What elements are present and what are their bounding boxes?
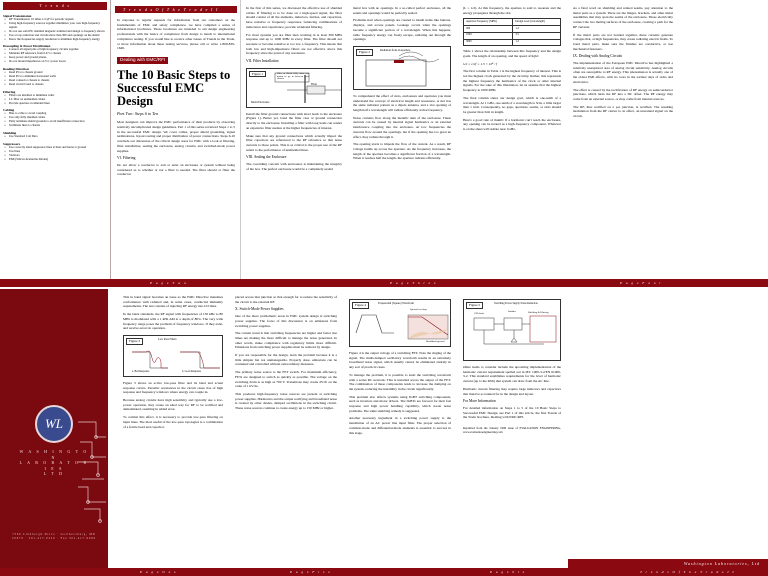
figure-caption: Filter in Shield Wall, show you mount to go in between each chassis [277, 71, 309, 81]
figure-waveform [349, 299, 451, 347]
figure-tag: Figure 5 [466, 302, 483, 309]
paragraph: Here's a good rule of thumb: If a harmonic can't reach the enclosure, any opening can be treated as a high-frequency component. Whatever is on the sheet will radiate near 1GHz. [463, 117, 561, 132]
checklist-item: □ Read PCs to minimize horizontal walls [3, 75, 107, 79]
figure-caption: Low Pass Filters [158, 337, 177, 341]
column-smps [230, 289, 342, 576]
paragraph: (L = λ/2). At this frequency, the aperture is said to resonate and the energy propagates through the slot. [463, 6, 561, 15]
back-cover-panel [0, 289, 108, 576]
checklist-item: □ EMI (Silicon Avalanche Diodes) [3, 158, 107, 162]
top-footer [0, 279, 768, 287]
paragraph: For most systems you are filter then working in at least 300 MHz response and up to 1000 MHz in every filter. The filter should not resonate or become resistive at too low a frequency. This means that both low and high-impedance filters are not effective above this frequency since the point of any resonance. [246, 32, 342, 56]
paragraph: In the first of this series, we discussed the effective use of shielded cables. If filtering is to be done on a high-speed signal, the filter should consist of all the elements, inductors, ferrites, and capacitors, have resistive or frequency responses, balancing combinations of inductance and capacitance, provide wideband filtering. [246, 6, 342, 29]
figure-label: Snubber [508, 310, 516, 313]
enclosure-label: Metal Enclosure [251, 100, 270, 104]
checklist-item: □ Use Standard Coil Data [3, 135, 107, 139]
figure-label: Broadband spectral [426, 340, 445, 343]
section-heading: For More Information [463, 399, 496, 404]
formula: λ/2 = c/2f = 1.5 × 10⁸ / f [463, 61, 497, 66]
table-cell: 3.5 [513, 32, 561, 39]
figure-tag: Figure 1 [249, 71, 266, 78]
paragraph: Harmonic current filtering may require large inductors and capacitors that must be accounted for in the design and layout. [463, 386, 561, 396]
bottom-footer [0, 568, 768, 576]
checklist-item: □ Read PCs to chassis ground [3, 71, 107, 75]
figure-caption: Trapezoidal (Square) Waveform [378, 302, 414, 305]
paragraph: The final column states our design goal, which is one-tenth of a wavelength. At 1 GHz, one-tenth of a wavelength is 3cm, a little larger than 1 inch. Consequently, no gaps, apertures, seams, or slots should be greater than 3cm in length. [463, 95, 561, 114]
checklist-heading: Shielding [3, 131, 17, 136]
aperture-diagram [354, 50, 454, 90]
paragraph: If you are responsible for the design, learn the problem because it is a little simpler but not unmanageable. Properly done, emissions can be contained and controlled without extraordinary measures. [235, 353, 337, 367]
checklist-item: □ Read circuit board to chassis [3, 83, 107, 87]
figure-caption: Switching Power Supply Noise Reduction [494, 302, 538, 305]
figure-tag: Figure 2 [356, 49, 373, 56]
checklist-heading: Decoupling & Power Distribution [3, 44, 51, 49]
checklist-item: □ Provide aperture on shielded lines [3, 102, 107, 106]
checklist-item: □ Bias to cable to avoid coupling [3, 112, 107, 116]
page-number: P a g e S i x [490, 570, 526, 574]
column-analog [568, 0, 678, 287]
checklist-item: □ Know the frequencies supply resolution to minimize high-frequency energy [3, 38, 107, 42]
paragraph: To combat this effect, it is necessary to provide low-pass filtering on input lines. The most useful of the low-pass topologies is a combination of a ferrite bead and capacitor. [123, 415, 223, 429]
paragraph: Other items to consider include the upcoming implementation of the harmonic current requirement spelled out in IEC 1000-3-2/EN 61000-3-2. This standard establishes requirements for the level of harmonic current (up to the 40th) that system can draw from the AC line. [463, 365, 561, 384]
trends-checklist [3, 14, 107, 162]
intro-paragraph: In response to regular requests for information from our customers on the fundamentals of EMC and safety compliance, we have compiled a series of informational brochures. These brochures are intended to aid design engineering professionals with the basics of compliance from design to bench to international compliance testing. If you would like to receive other issues of Trends in the Trade, or more information about these testing services, please call or write 1-800-839-1649. [117, 18, 235, 51]
figure-tag: Figure 4 [352, 302, 369, 309]
checklist-item: □ Use a loop reduction and circuits more than 300 and openings on the shield [3, 34, 107, 38]
brand-bar: Washington Laboratories, Ltd [568, 559, 768, 568]
figure-tag: Figure 3 [126, 338, 143, 345]
sidebar-title: T r e n d s [3, 2, 107, 10]
section-body: Do not allow a conductor to exit or enter an enclosure or system without being considered as to whether or not a filter is needed. The filter should or filter the conductor. [117, 162, 235, 177]
series-header: T r e n d s O f T h e T r a d e I I [115, 6, 237, 13]
checklist-item: □ RF Transmission: 10 times 1/2 pF for periodic signals [3, 18, 107, 22]
company-line: W A S H I N G T O N [19, 449, 89, 460]
article-subtitle: Part Two: Steps 6 to Ten [117, 110, 159, 116]
page-number: P a g e F i v e [290, 570, 332, 574]
checklist-heading: Reading Direction [3, 67, 29, 72]
paragraph: Problems start when openings are created to install items like buttons, displays, and access panels. Leakage occurs when the openings become a significant portion of a wavelength. When this happens, radio frequency energy can freely escape, radiating out through the openings. [353, 18, 451, 42]
checklist-heading: Signal Transmission [3, 14, 32, 18]
checklist-item: □ Use lines [3, 150, 107, 154]
filter-label: Filter [311, 82, 318, 86]
checklist-heading: Suppressors [3, 141, 21, 146]
paragraph: Make sure that any ground connections which actually impact the filter capacitors are referenced to the RF reference so that noise currents to those points. This is as critical to the proper use of the RF return to the performance of unshielded lines. [246, 133, 342, 152]
paragraph: The first column in Table 1 is the highest frequency of interest. This is not the highest clock generated by the circuitry. Rather, this represents the highest frequency the harmonics of the clock or other internal signals. For the sake of this illustration, let us assume that the highest frequency is 1000 MHz. [463, 69, 561, 93]
paragraph: For detailed information on Steps 1 to 5 of the 10 Basic Steps to Successful EMC Design, see Part 1 of this article, the first Trends of the Trade brochure, Dealing with EMC/RFI. [463, 405, 561, 420]
paragraph: The current trend is that switching frequencies are higher and faster rise times are making the more difficult to manage the noise generated. In other words, make compliance with regulatory limits more difficult. Emissions from switching power supplies must be reduced by design. [235, 331, 337, 350]
paragraph: Table 1 shows the relationship between this frequency and the design goals. The length of an opening, and the speed of light: [463, 49, 561, 58]
bottom-sheet [0, 289, 768, 576]
checklist-heading: Cabling [3, 108, 15, 113]
checklist-item: □ Varistors [3, 154, 107, 158]
table-cell: 300 [464, 26, 513, 33]
paragraph: The RF, thus rectified on a p-n junction, is rectified. The resulting modulation from the RF carrier is, in effect, an unwanted signal on the circuit. [573, 104, 673, 119]
checklist-item: □ Do not use solid EU shielded magnetic terminal and design to frequency shown [3, 30, 107, 34]
checklist-item: □ LC filter on unshielded cables [3, 98, 107, 102]
column-filters [241, 0, 347, 287]
paragraph: One of the more problematic areas in EMC system design is switching power supplies. The focus of this discussion is on emissions from switching power supplies. [235, 314, 337, 328]
checklist-item: □ Maintain RF reference from 0.47 to chassis [3, 52, 107, 56]
paragraph: metal box with no openings. In a so-called perfect enclosure, all the seams and openings would be perfectly sealed. [353, 6, 451, 15]
table-cell: 3000 [464, 39, 513, 46]
figure-filter-installation [246, 68, 342, 108]
circuit-pattern-icon [76, 417, 108, 527]
paragraph: Figure 4 is the output voltage of a switching FET. Note the ringing of the signal. The multi-damped oscillatory waveform results in an extremely broadband noise signal, which usually cannot be eliminated entirely in any sort of practical cases. [349, 351, 451, 370]
figure-label: b. Good Response [182, 369, 201, 373]
checklist-item: □ Do not mount impedances on Vcc power traces [3, 60, 107, 64]
article-title: The 10 Basic Steps to Successful EMC Design [117, 67, 231, 108]
paragraph: This produces high-frequency noise sources are present at switching power supplies. Harmonics and the output rectifying and broadband noise is created by other diodes, damped oscillations in the switching circuit. These noise sources continue to create energy up to 150 MHz or higher. [235, 391, 337, 411]
paragraph: Install the filter ground connections with short leads to the enclosure (Figure 1). Better yet, bond the filter case or ground connection directly to the enclosure. Installing a filter with long leads can render an expensive filter useless at the higher frequencies of interest. [246, 111, 342, 130]
checklist-item: □ Connect all signal pins of high frequency circuits together [3, 48, 107, 52]
paragraph: To comprehend the effect of slots, enclosures and apertures you must understand the concept of electrical length and resonance. A slot has the same radiation pattern as a dipole antenna, and a slot opening of length half a wavelength will radiate efficiently at that frequency. [353, 93, 451, 113]
column-analog-cont [118, 289, 228, 576]
trends-sidebar [0, 0, 111, 287]
company-logo: WL [35, 405, 73, 443]
paragraph: The overriding concern with enclosures is maintaining the integrity of the box. The perfect enclosure would be a completely sealed [246, 162, 342, 171]
topic-highlight: Dealing with EMC/RFI [117, 57, 168, 64]
paragraph: To manage the problem, it is possible to snub the switching waveform with a series RC network. This is installed across the output of the FET. The combination of these components tends to increase the damping on the system, reducing the instability in the circuit significantly. [349, 372, 451, 391]
table-header: Aperture Frequency (MHz) [464, 19, 513, 26]
table-1 [463, 18, 561, 46]
paragraph: Because analog circuits have high sensitivity and typically use a low-power operation, they create an ideal way for RF to be rectified and demodulated, resulting in added error. [123, 398, 223, 412]
paragraph: Figure 3 shows an active low-pass filter and its ideal and actual response curves. Parasitic resonances in the circuit cause rise of high response and frequency windows where energy can couple in. [123, 380, 223, 395]
page-number: P a g e F o u r [620, 281, 663, 285]
paragraph: If the metal parts are not bonded together, these currents generate voltages that, at high frequencies, may create radiating electric fields. To bond metal parts, make sure the finishes are conductive, or use mechanical fasteners. [573, 32, 673, 51]
paragraph: Another necessary ingredient in a switching power supply is the installation of an AC power line input filter. The proper selection of common-mode and differential-mode elements is essential to success in this stage. [349, 416, 451, 435]
figure-label: Shielding & Filtering [528, 311, 549, 314]
paragraph: The effect is caused by the rectification of RF energy on semiconductor junctions, which turns the RF into a DC offset. The RF energy may come from an external source, or may come from internal sources. [573, 87, 673, 101]
checklist-heading: Filtering [3, 89, 16, 94]
paragraph: The opening starts to impede the flow of the current. As a result, RF voltage builds up across the aperture. As the frequency increases, the length of the aperture becomes a significant fraction of a wavelength. When it reaches half the length, the aperture radiates efficiently. [353, 142, 451, 161]
column-intro [112, 0, 241, 287]
table-header: Design Goal (wavelength) [513, 19, 561, 26]
checklist-item: □ Using high-frequency sources together minimizes your own high-frequency signals [3, 22, 107, 30]
figure-power-supply [463, 299, 561, 361]
table-cell: 1.2 [513, 26, 561, 33]
checklist-item: □ Keep power and ground planes [3, 56, 107, 60]
checklist-item: □ Use only fully shielded cables [3, 116, 107, 120]
company-line: L T D [43, 471, 65, 477]
paragraph: The implementation of the European EMC Directive has highlighted a relatively unexplored area of analog circuit sensitivity. Analog circuits often are susceptible to RF energy. This phenomenon is actually one of the oldest EMI effects, with its roots in the earliest days of radio and electronics. [573, 61, 673, 84]
page-number: P a g e T h r e e [390, 281, 438, 285]
section-heading: VII. Filter Installation [246, 59, 279, 64]
top-sheet [0, 0, 768, 287]
table-cell: 1.2 [513, 39, 561, 46]
checklist-item: □ Use correctly sized suppressor lines at lines and burns to ground [3, 146, 107, 150]
paragraph: This problem also affects systems using IGBT switching components, such as inverters and motor drivers. The IGBTs are favored for their fast response and high power handling capability, which create noise problems. The same snubbing remedy is suggested. [349, 394, 451, 413]
page-number: P a g e O n e [140, 570, 178, 574]
checklist-item: □ Terminate lines to chassis [3, 124, 107, 128]
section-heading: VIII. Sealing the Enclosure [246, 155, 287, 160]
column-waveform [344, 289, 456, 576]
paragraph: This in band signal becomes an issue as the EMC Directive mandates conformance with radiated and, in some cases, conducted immunity requirements. The test consists of injecting RF energy into I/O lines. [123, 295, 223, 309]
company-address: 7560 Lindbergh Drive · Gaithersburg, MD 20879 · 301-417-0220 · Fax 301-417-9069 [12, 533, 96, 540]
section-heading: IX. Dealing with Analog Circuits [573, 54, 623, 59]
figure-caption: Radiation from an aperture [380, 48, 411, 52]
paragraph: In the latest standards, the RF signal with frequencies of 150 kHz to 80 MHz is modulated with a 1 kHz AM at a depth of 80%. The very wide frequency range poses the problem of frequency windows. If they exist, and receive errors in operation. [123, 312, 223, 331]
section-heading: VI. Filtering [117, 156, 136, 161]
paragraph: placed across that junction so that enough for to reduce the sensitivity of the circuit to the external RF. [235, 295, 337, 304]
paragraph: Noise currents flow along the metallic skin of the enclosure. These currents can be caused by internal signal harmonics or an external interference coupling into the enclosure. At low frequencies the currents flow around the openings, but if the opening has too great an effect, they radiate through it. [353, 115, 451, 139]
section-heading: X. Switch-Mode Power Supplies [235, 307, 284, 312]
figure-label: Spectral envelope [410, 308, 428, 311]
paragraph: The primary noise source is the FET switch. For maximum efficiency, FETs are designed to switch as quickly as possible. The voltage on the switching drain is as high as 700 V. Transitions may create dV/dt on the order of 1 kV/ns. [235, 370, 337, 389]
checklist-item: □ Filters are installed to minimize walls [3, 94, 107, 98]
figure-label: a. Bad Response [132, 369, 150, 373]
paragraph: As a final word on shielding and related seams, pay attention to the metal parts as a system. There are the hinges, brackets, and other metal assemblies that may span the seams of the enclosure. These electrically connect the two mating surfaces of the enclosure, creating a path for the RF currents. [573, 6, 673, 29]
figure-lowpass [123, 335, 223, 377]
column-apertures [348, 0, 456, 287]
article-body: Most designers can improve the EMC performance of their products by observing relatively uncomplicated design guidelines. Part 1 of this series reviewed Steps 1 to 5 in the successful EMC design. We cover cables, proper shield grounding, signal terminations, layout routing and proper distribution of power connections. Steps 6-10 conclude our discussion of the critical design areas for EMC with a look at filtering, filter installation, sealing the enclosure, analog circuits, and switched-mode power supplies. [117, 120, 235, 153]
checklist-item: □ Fully terminate shield grounds to avoid insufficient connection [3, 120, 107, 124]
series-footer-title: T r e n d s O f T h e T r a d e I I [640, 570, 735, 574]
column-wavelength [458, 0, 566, 287]
company-line: L A B O R A T O R I E S [19, 460, 89, 471]
checklist-item: □ Read connector chassis to chassis [3, 79, 107, 83]
table-cell: 1000 [464, 32, 513, 39]
page-number: P a g e T w o [150, 281, 188, 285]
reprint-note: Reprinted from the January 1996 issue of EVALUATION ENGINEERING, www.evaluationengineering.com [463, 426, 561, 435]
figure-label: CM choke [474, 312, 485, 315]
column-more-info [458, 289, 566, 576]
figure-aperture [353, 46, 451, 90]
back-panel [568, 289, 768, 576]
